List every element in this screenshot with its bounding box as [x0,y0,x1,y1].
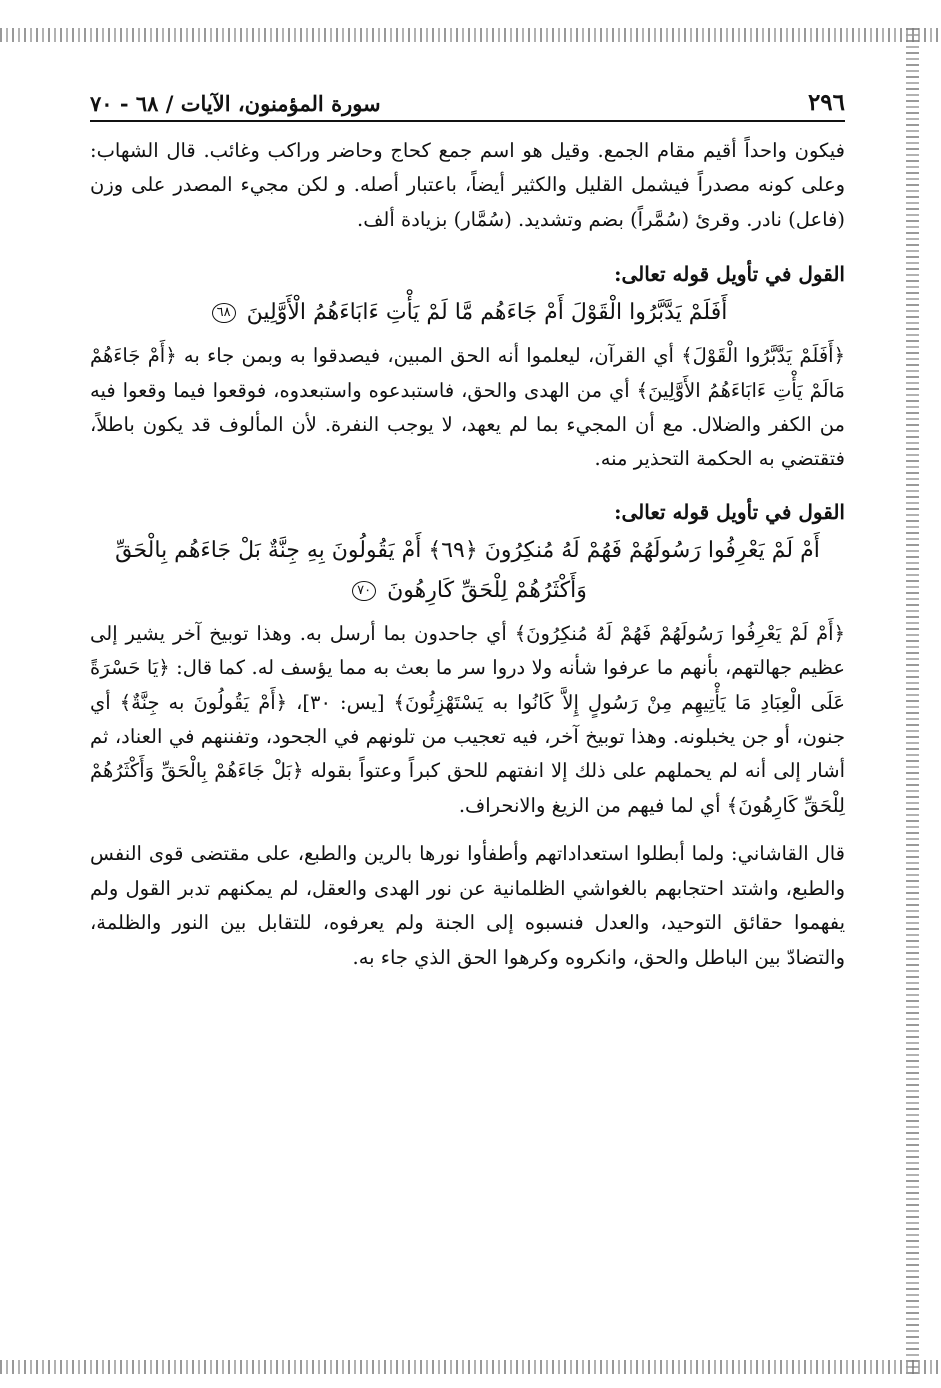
paragraph-3: ﴿أَمْ لَمْ يَعْرِفُوا رَسُولَهُمْ فَهُمْ لَهُ مُنكِرُونَ﴾ أي جاحدون بما أرسل به. وهذا توبيخ آخر يشير إلى عظيم جهالتهم، بأنهم ما عرفوا شأنه ولا دروا سر ما بعث به مما يؤسف له. كما قال: ﴿يَا حَسْرَةً عَلَى الْعِبَادِ مَا يَأْتِيهِم مِنْ رَسُولٍ إِلاَّ كَانُوا به يَسْتَهْزِئُونَ﴾ [يس: ٣٠]، ﴿أَمْ يَقُولُونَ به جِنَّةٌ﴾ أي جنون، أو جن يخبلونه. وهذا توبيخ آخر، فيه تعجيب من تلونهم في الجحود، وتفننهم في العناد، ثم أشار إلى أنه لم يحملهم على ذلك إلا انفتهم للحق كبراً وعتواً بقوله ﴿بَلْ جَاءَهُمْ بِالْحَقِّ وَأَكْثَرُهُمْ لِلْحَقِّ كَارِهُونَ﴾ أي لما فيهم من الزيغ والانحراف. [90,621,845,817]
running-title: سورة المؤمنون، الآيات / ٦٨ - ٧٠ [90,91,381,116]
verse-70-text: وَأَكْثَرُهُمْ لِلْحَقِّ كَارِهُونَ [387,577,587,603]
book-page [90,80,845,1350]
quran-verses-69-70 [90,531,845,611]
paragraph-1: فيكون واحداً أقيم مقام الجمع. وقيل هو اسم جمع كحاج وحاضر وراكب وغائب. قال الشهاب: وعلى كونه مصدراً فيشمل القليل والكثير أيضاً، باعتبار أصله. و لكن مجيء المصدر على وزن (فاعل) نادر. وقرئ (سُمَّراً) بضم وتشديد. (سُمَّار) بزيادة ألف. [90,139,845,231]
ayah-number-70: ٧٠ [352,581,376,601]
quran-verse-68 [90,293,845,333]
section-heading-1: القول في تأويل قوله تعالى: [614,262,845,287]
verse-68-text: أَفَلَمْ يَدَّبَّرُوا الْقَوْلَ أَمْ جَاءَهُم مَّا لَمْ يَأْتِ ءَابَاءَهُمُ الْأَوَّلِينَ [246,300,728,326]
verse-69-70-line-1: أَمْ لَمْ يَعْرِفُوا رَسُولَهُمْ فَهُمْ لَهُ مُنكِرُونَ ﴿٦٩﴾ أَمْ يَقُولُونَ بِهِ جِنَّةٌ بَلْ جَاءَهُم بِالْحَقِّ [115,537,820,563]
decorative-border-bottom [0,1360,941,1374]
paragraph-4: قال القاشاني: ولما أبطلوا استعداداتهم وأطفأوا نورها بالرين والطبع، على مقتضى قوى النفس والطبع، واشتد احتجابهم بالغواشي الظلمانية عن نور الهدى والعقل، لم يمكنهم تدبر القول ولم يفهموا حقائق التوحيد، والعدل فنسبوه إلى الجنة ولم يعرفوه، للتقابل بين النور والظلمة، والتضادّ بين الباطل والحق، وانكروه وكرهوا الحق الذي جاء به. [90,842,845,969]
paragraph-2: ﴿أَفَلَمْ يَدَّبَّرُوا الْقَوْلَ﴾ أي القرآن، ليعلموا أنه الحق المبين، فيصدقوا به وبمن جاء به ﴿أَمْ جَاءَهُمْ مَالَمْ يَأْتِ ءَابَاءَهُمُ الأَوَّلِينَ﴾ أي من الهدى والحق، فاستبدعوه واستبعدوه، فوقعوا فيما وقعوا فيه من الكفر والضلال. مع أن المجيء بما لم يعهد، لا يوجب النفرة. لأن المألوف قد يكون باطلاً، فتقتضي به الحكمة التحذير منه. [90,344,845,471]
page-number: ٢٩٦ [807,89,845,116]
ayah-number-68: ٦٨ [212,303,236,323]
decorative-border-right [906,28,919,1374]
verse-70-line-2 [90,571,845,611]
decorative-border-top [0,28,941,42]
page-header [90,80,845,122]
section-heading-2: القول في تأويل قوله تعالى: [614,499,845,524]
